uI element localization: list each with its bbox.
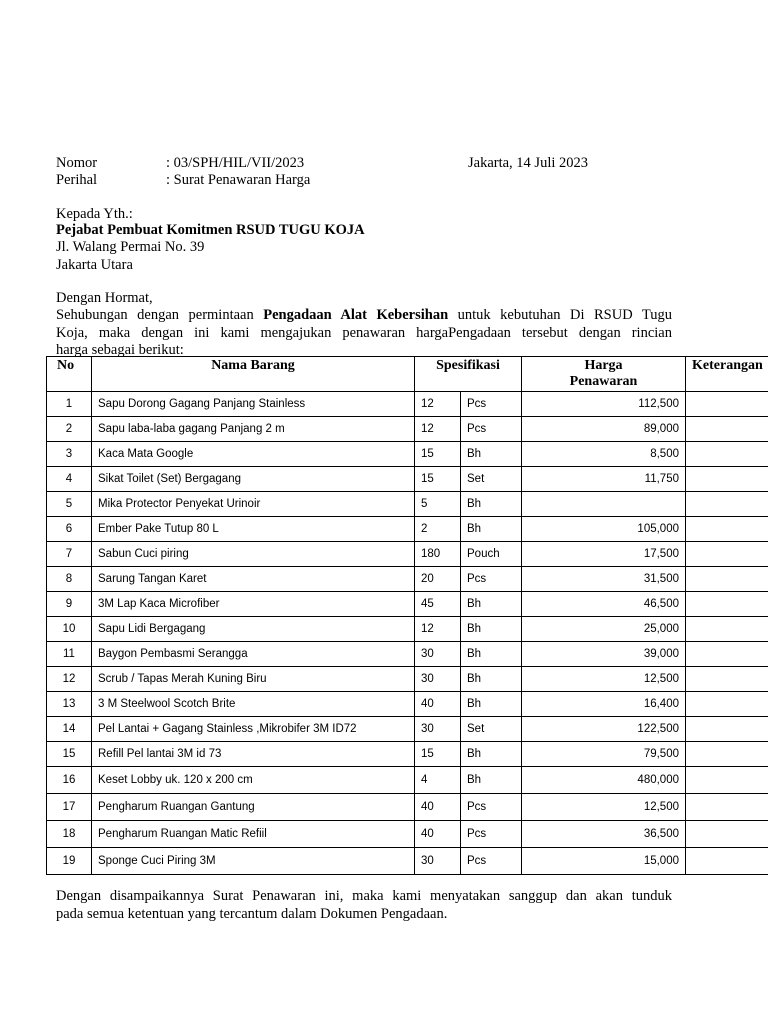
table-row (47, 742, 768, 767)
item-unit: Bh (461, 742, 522, 767)
item-quantity: 12 (415, 392, 461, 417)
table-row (47, 467, 768, 492)
item-remarks (686, 442, 768, 467)
intro-line-3: harga sebagai berikut: (56, 342, 184, 358)
item-remarks (686, 767, 768, 794)
table-row (47, 617, 768, 642)
item-no: 2 (47, 417, 92, 442)
recipient-greeting: Kepada Yth.: (56, 206, 133, 222)
item-no: 14 (47, 717, 92, 742)
item-remarks (686, 517, 768, 542)
item-price: 105,000 (522, 517, 686, 542)
nomor-value: : 03/SPH/HIL/VII/2023 (166, 155, 305, 171)
intro-text-a: Sehubungan dengan permintaan (56, 307, 264, 323)
item-name: Sapu laba-laba gagang Panjang 2 m (92, 417, 415, 442)
item-quantity: 5 (415, 492, 461, 517)
item-remarks (686, 717, 768, 742)
item-unit: Pcs (461, 567, 522, 592)
item-quantity: 40 (415, 692, 461, 717)
item-unit: Bh (461, 442, 522, 467)
item-no: 19 (47, 848, 92, 875)
item-unit: Pcs (461, 848, 522, 875)
table-header-row (47, 357, 768, 392)
item-quantity: 30 (415, 667, 461, 692)
item-no: 10 (47, 617, 92, 642)
item-quantity: 40 (415, 821, 461, 848)
table-row (47, 492, 768, 517)
item-quantity: 40 (415, 794, 461, 821)
item-price: 122,500 (522, 717, 686, 742)
item-remarks (686, 848, 768, 875)
intro-line-2: Koja, maka dengan ini kami mengajukan penawaran hargaPengadaan tersebut dengan rincian (56, 324, 672, 341)
table-row (47, 692, 768, 717)
item-name: 3M Lap Kaca Microfiber (92, 592, 415, 617)
item-price: 12,500 (522, 794, 686, 821)
item-quantity: 4 (415, 767, 461, 794)
item-name: Sapu Dorong Gagang Panjang Stainless (92, 392, 415, 417)
item-name: Sarung Tangan Karet (92, 567, 415, 592)
table-row (47, 717, 768, 742)
item-name: Sabun Cuci piring (92, 542, 415, 567)
item-price: 89,000 (522, 417, 686, 442)
item-quantity: 45 (415, 592, 461, 617)
header-nama-barang: Nama Barang (92, 357, 415, 392)
item-name: Scrub / Tapas Merah Kuning Biru (92, 667, 415, 692)
item-name: Baygon Pembasmi Serangga (92, 642, 415, 667)
recipient-city: Jakarta Utara (56, 257, 133, 273)
item-name: Pel Lantai + Gagang Stainless ,Mikrobifer 3M ID72 (92, 717, 415, 742)
table-row (47, 794, 768, 821)
header-harga-line1: Harga (584, 358, 623, 373)
item-name: Sponge Cuci Piring 3M (92, 848, 415, 875)
closing-paragraph (56, 887, 672, 923)
item-quantity: 30 (415, 642, 461, 667)
item-name: Kaca Mata Google (92, 442, 415, 467)
perihal-value: : Surat Penawaran Harga (166, 172, 311, 188)
item-quantity: 30 (415, 717, 461, 742)
item-name: Refill Pel lantai 3M id 73 (92, 742, 415, 767)
item-price: 39,000 (522, 642, 686, 667)
item-remarks (686, 692, 768, 717)
item-quantity: 12 (415, 417, 461, 442)
item-name: 3 M Steelwool Scotch Brite (92, 692, 415, 717)
recipient-name: Pejabat Pembuat Komitmen RSUD TUGU KOJA (56, 222, 365, 238)
item-price: 112,500 (522, 392, 686, 417)
item-unit: Pcs (461, 417, 522, 442)
item-unit: Bh (461, 492, 522, 517)
item-remarks (686, 642, 768, 667)
item-no: 17 (47, 794, 92, 821)
intro-text-b: untuk kebutuhan Di RSUD Tugu (448, 307, 672, 323)
header-spesifikasi: Spesifikasi (415, 357, 522, 392)
item-name: Sikat Toilet (Set) Bergagang (92, 467, 415, 492)
item-no: 16 (47, 767, 92, 794)
item-no: 6 (47, 517, 92, 542)
item-name: Pengharum Ruangan Gantung (92, 794, 415, 821)
table-row (47, 442, 768, 467)
letter-date: Jakarta, 14 Juli 2023 (468, 155, 589, 171)
item-quantity: 20 (415, 567, 461, 592)
item-no: 1 (47, 392, 92, 417)
closing-line-2: pada semua ketentuan yang tercantum dalam Dokumen Pengadaan. (56, 906, 448, 922)
table-row (47, 517, 768, 542)
item-no: 18 (47, 821, 92, 848)
salutation: Dengan Hormat, (56, 290, 153, 306)
item-price: 25,000 (522, 617, 686, 642)
item-remarks (686, 794, 768, 821)
item-remarks (686, 667, 768, 692)
intro-line-1 (56, 307, 672, 325)
item-remarks (686, 617, 768, 642)
item-no: 9 (47, 592, 92, 617)
header-keterangan: Keterangan (686, 357, 768, 392)
table-row (47, 667, 768, 692)
item-quantity: 15 (415, 467, 461, 492)
price-table (46, 356, 768, 875)
item-price (522, 492, 686, 517)
item-no: 12 (47, 667, 92, 692)
item-remarks (686, 542, 768, 567)
item-no: 11 (47, 642, 92, 667)
item-unit: Bh (461, 517, 522, 542)
item-quantity: 180 (415, 542, 461, 567)
item-unit: Pouch (461, 542, 522, 567)
item-price: 11,750 (522, 467, 686, 492)
item-price: 17,500 (522, 542, 686, 567)
item-remarks (686, 417, 768, 442)
item-remarks (686, 742, 768, 767)
procurement-title: Pengadaan Alat Kebersihan (263, 307, 449, 323)
item-remarks (686, 592, 768, 617)
item-name: Ember Pake Tutup 80 L (92, 517, 415, 542)
item-price: 79,500 (522, 742, 686, 767)
table-row (47, 392, 768, 417)
item-no: 15 (47, 742, 92, 767)
item-unit: Set (461, 467, 522, 492)
intro-paragraph (56, 307, 672, 360)
table-row (47, 542, 768, 567)
nomor-label: Nomor (56, 155, 98, 171)
item-unit: Set (461, 717, 522, 742)
item-price: 8,500 (522, 442, 686, 467)
item-unit: Bh (461, 642, 522, 667)
table-row (47, 767, 768, 794)
item-price: 36,500 (522, 821, 686, 848)
item-remarks (686, 821, 768, 848)
item-name: Keset Lobby uk. 120 x 200 cm (92, 767, 415, 794)
item-price: 46,500 (522, 592, 686, 617)
item-name: Sapu Lidi Bergagang (92, 617, 415, 642)
item-unit: Bh (461, 667, 522, 692)
item-remarks (686, 467, 768, 492)
item-no: 8 (47, 567, 92, 592)
item-price: 31,500 (522, 567, 686, 592)
item-unit: Pcs (461, 794, 522, 821)
header-harga-line2: Penawaran (569, 374, 638, 389)
table-row (47, 848, 768, 875)
item-no: 3 (47, 442, 92, 467)
table-row (47, 567, 768, 592)
item-quantity: 30 (415, 848, 461, 875)
item-no: 7 (47, 542, 92, 567)
table-row (47, 592, 768, 617)
item-unit: Bh (461, 617, 522, 642)
item-remarks (686, 392, 768, 417)
table-row (47, 417, 768, 442)
item-unit: Pcs (461, 392, 522, 417)
item-name: Pengharum Ruangan Matic Refiil (92, 821, 415, 848)
item-price: 16,400 (522, 692, 686, 717)
header-harga (522, 357, 686, 392)
table-row (47, 821, 768, 848)
item-unit: Bh (461, 692, 522, 717)
item-quantity: 12 (415, 617, 461, 642)
item-unit: Pcs (461, 821, 522, 848)
item-unit: Bh (461, 767, 522, 794)
recipient-street: Jl. Walang Permai No. 39 (56, 239, 205, 255)
header-no: No (47, 357, 92, 392)
item-price: 12,500 (522, 667, 686, 692)
perihal-label: Perihal (56, 172, 98, 188)
item-unit: Bh (461, 592, 522, 617)
item-no: 4 (47, 467, 92, 492)
item-name: Mika Protector Penyekat Urinoir (92, 492, 415, 517)
item-quantity: 15 (415, 742, 461, 767)
item-quantity: 2 (415, 517, 461, 542)
item-price: 15,000 (522, 848, 686, 875)
item-quantity: 15 (415, 442, 461, 467)
item-remarks (686, 567, 768, 592)
closing-line-1: Dengan disampaikannya Surat Penawaran ini, maka kami menyatakan sanggup dan akan tunduk (56, 888, 672, 904)
item-no: 5 (47, 492, 92, 517)
item-price: 480,000 (522, 767, 686, 794)
item-remarks (686, 492, 768, 517)
item-no: 13 (47, 692, 92, 717)
table-row (47, 642, 768, 667)
